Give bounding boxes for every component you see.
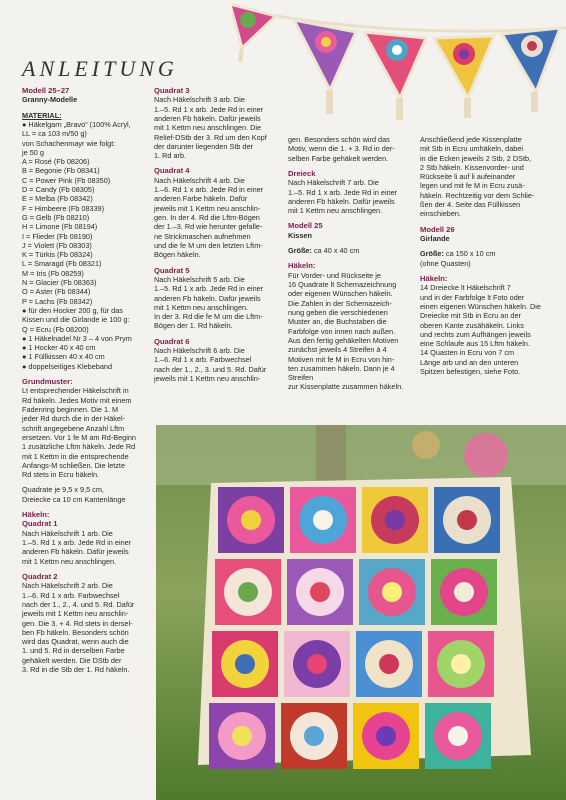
quadrat-4-text bbox=[154, 176, 284, 260]
model-subheading: Granny-Modelle bbox=[22, 95, 78, 105]
text-line: Quadrate je 9,5 x 9,5 cm, bbox=[22, 485, 104, 495]
text-line: oder eigenen Wünschen häkeln. bbox=[288, 289, 393, 299]
text-line: N = Glacier (Fb 08363) bbox=[22, 278, 97, 288]
text-line: und rechts zum Aufhängen jeweils bbox=[420, 329, 531, 339]
text-line: anderen Fb häkeln. Dafür jeweils bbox=[154, 114, 261, 123]
text-line: einschieben. bbox=[420, 209, 461, 219]
quadrat-3-text bbox=[154, 95, 284, 160]
text-line: gen. In der 4. Rd die Lftm-Bögen bbox=[154, 213, 260, 223]
text-line: 14 Quasten in Ecru von 7 cm bbox=[420, 348, 515, 358]
model-heading: Modell 25–27 bbox=[22, 86, 70, 95]
text-line: mit 1 Kettm neu anschlingen. bbox=[22, 556, 117, 566]
grundmuster-heading: Grundmuster: bbox=[22, 377, 73, 387]
quadrat-5-heading: Quadrat 5 bbox=[154, 265, 190, 275]
groesse-line bbox=[420, 249, 552, 258]
text-line: F = Himbeere (Fb 08339) bbox=[22, 203, 105, 213]
text-line: Bögen häkeln. bbox=[154, 250, 201, 260]
square-motif-center bbox=[448, 726, 468, 746]
text-line: In der 3. Rd die fe M um die Lftm- bbox=[154, 312, 263, 322]
text-line: je 50 g bbox=[22, 147, 44, 157]
square-motif-center bbox=[457, 510, 477, 530]
text-line: mit 1 Kettm neu anschlingen. bbox=[288, 206, 383, 216]
text-line: schrift angegebene Anzahl Lftm bbox=[22, 423, 125, 433]
text-line: anderen Fb häkeln. Dafür jeweils bbox=[288, 196, 395, 206]
text-line: Nach Häkelschrift 5 arb. Die bbox=[154, 274, 245, 284]
square-motif-center bbox=[307, 654, 327, 674]
text-line: M = Iris (Fb 08259) bbox=[22, 268, 84, 278]
text-line: jeweils mit 1 Kettm neu anschlin- bbox=[154, 203, 261, 213]
groesse-note: (ohne Quasten) bbox=[420, 258, 471, 268]
text-line: ben Fb häkeln. Besonders schön bbox=[22, 627, 129, 637]
text-line: 1. Rd arb. bbox=[154, 151, 187, 161]
text-line: Länge arb und an den unteren bbox=[420, 357, 519, 367]
text-line: Spitzen befestigen, siehe Foto. bbox=[420, 367, 521, 377]
material-heading: MATERIAL: bbox=[22, 110, 62, 120]
text-line: Nach Häkelschrift 1 arb. Die bbox=[22, 528, 113, 538]
text-line: 2 Stb häkeln. Kissenvorder- und bbox=[420, 162, 524, 172]
square-motif-center bbox=[238, 582, 258, 602]
text-line: Nach Häkelschrift 6 arb. Die bbox=[154, 346, 245, 356]
text-line: K = Türkis (Fb 08324) bbox=[22, 250, 93, 260]
text-line: 1. und 5. Rd in derselben Farbe bbox=[22, 646, 125, 656]
text-line: ● für den Hocker 200 g, für das bbox=[22, 305, 123, 315]
text-line: ● Häkelgarn „Bravo“ (100% Acryl, bbox=[22, 120, 131, 129]
text-line: oberen Kante zusähäkeln. Links bbox=[420, 320, 524, 330]
quadrat-5-text bbox=[154, 275, 284, 331]
text-line: ersetzen. Vor 1 fe M am Rd-Beginn bbox=[22, 432, 136, 442]
text-line: nach der 1., 2., 4. und 5. Rd. Dafür bbox=[22, 599, 135, 609]
text-line: Anfangs-M schließen. Die letzte bbox=[22, 460, 126, 470]
square-motif-center bbox=[241, 510, 261, 530]
text-line: jeder Rd durch die in der Häkel- bbox=[22, 414, 126, 424]
column-3 bbox=[288, 135, 418, 392]
text-line: ne Strickmaschen aufnehmen bbox=[154, 231, 251, 241]
text-line: ● 1 Füllkissen 40 x 40 cm bbox=[22, 352, 105, 362]
text-line: C = Power Pink (Fb 08350) bbox=[22, 175, 111, 185]
kissen-text bbox=[288, 271, 418, 392]
square-motif-center bbox=[235, 654, 255, 674]
text-line: Dreiecke mit Stb in Ecru an der bbox=[420, 311, 521, 321]
text-line: ßen der 4. Seite das Füllkissen bbox=[420, 200, 521, 210]
text-line: Motiv, wenn die 1. + 3. Rd in der- bbox=[288, 144, 395, 154]
quadrat-4-heading: Quadrat 4 bbox=[154, 166, 190, 176]
text-line: Anschließend jede Kissenplatte bbox=[420, 135, 522, 144]
text-line: Nach Häkelschrift 7 arb. Die bbox=[288, 178, 379, 188]
groesse-label: Größe: bbox=[288, 246, 312, 256]
column-2 bbox=[154, 86, 284, 383]
text-line: B = Begonie (Fb 08341) bbox=[22, 166, 100, 176]
text-line: Motiven mit fe M in Ecru von hin- bbox=[288, 354, 395, 364]
text-line: selben Farbe gehäkelt werden. bbox=[288, 153, 389, 163]
text-line: Kissen und die Girlande ie 100 g: bbox=[22, 315, 130, 325]
text-line: ● 1 Häkelnadel Nr 3 – 4 von Prym bbox=[22, 333, 132, 343]
text-line: O = Aster (Fb 08344) bbox=[22, 287, 91, 297]
quadrat-6-heading: Quadrat 6 bbox=[154, 336, 190, 346]
dreieck-text bbox=[288, 178, 418, 215]
text-line: Dreiecke ca 10 cm Kantenlänge bbox=[22, 494, 126, 504]
text-line: einen eigenen Wünschen häkeln. Die bbox=[420, 301, 541, 311]
dreieck-heading: Dreieck bbox=[288, 168, 316, 178]
quadrat-1-text bbox=[22, 529, 150, 566]
text-line: gehäkelt werden. Die DStb der bbox=[22, 655, 122, 665]
size-note bbox=[22, 485, 150, 504]
text-line: Die Zahlen in der Schemazeich- bbox=[288, 298, 392, 308]
text-line: und die fe M um den letzten Lftm- bbox=[154, 240, 263, 250]
text-line: Rd stets in Ecru häkeln. bbox=[22, 470, 100, 480]
text-line: D = Candy (Fb 08305) bbox=[22, 185, 95, 195]
square-motif-center bbox=[454, 582, 474, 602]
text-line: Lt entsprechender Häkelschrift in bbox=[22, 386, 129, 396]
text-line: 1.–6. Rd 1 x arb. Farbwechsel bbox=[154, 355, 252, 365]
groesse-line bbox=[288, 246, 418, 255]
text-line: Bögen der 1. Rd häkeln. bbox=[154, 321, 233, 331]
text-line: LL = ca 103 m/50 g) bbox=[22, 129, 87, 139]
text-line: 1.–5. Rd 1 x arb. Jede Rd in einer bbox=[22, 538, 132, 548]
text-line: ● 1 Hocker 40 x 40 cm bbox=[22, 343, 96, 353]
text-line: Fadenring beginnen. Die 1. M bbox=[22, 405, 119, 415]
quadrat-1-heading: Quadrat 1 bbox=[22, 519, 58, 529]
square-motif-center bbox=[451, 654, 471, 674]
haekeln-heading: Häkeln: bbox=[288, 261, 316, 271]
square-motif-center bbox=[376, 726, 396, 746]
quadrat-6-text bbox=[154, 346, 284, 383]
text-line: gen. Die 3. + 4. Rd stets in dersel- bbox=[22, 618, 133, 628]
text-line: der 1.–3. Rd wie herunter gefalle- bbox=[154, 222, 263, 232]
groesse-value: ca 150 x 10 cm bbox=[443, 249, 496, 259]
square-motif-center bbox=[385, 510, 405, 530]
quadrat-2-text bbox=[22, 581, 150, 674]
cushion-photo bbox=[156, 425, 566, 800]
text-line: P = Lachs (Fb 08342) bbox=[22, 296, 93, 306]
groesse-value: ca 40 x 40 cm bbox=[311, 246, 360, 256]
text-line: 1.–5. Rd 1 x arb. Jede Rd in einer bbox=[288, 187, 398, 197]
text-line: Q = Ecru (Fb 08200) bbox=[22, 324, 89, 334]
text-line: Für Vorder- und Rückseite je bbox=[288, 270, 381, 280]
text-line: eine Schlaufe aus 15 Lftm häkeln. bbox=[420, 339, 530, 349]
text-line: nung geben die verschiedenen bbox=[288, 308, 388, 318]
grundmuster-text bbox=[22, 386, 150, 479]
text-line: in die Ecken jeweils 2 Stb, 2 DStb, bbox=[420, 153, 532, 163]
text-line: gen. Besonders schön wird das bbox=[288, 135, 390, 144]
haekeln-heading: Häkeln: bbox=[22, 509, 50, 519]
text-line: Farbfolge von innen nach außen. bbox=[288, 326, 396, 336]
text-line: E = Melba (Fb 08342) bbox=[22, 194, 93, 204]
text-line: Rd häkeln. Jedes Motiv mit einem bbox=[22, 395, 132, 405]
haekeln-heading: Häkeln: bbox=[420, 273, 448, 283]
text-line: anderen Farbe häkeln. Dafür bbox=[154, 194, 248, 204]
text-line: nach der 1., 2., 3. und 5. Rd. Dafür bbox=[154, 364, 267, 374]
text-line: jeweils mit 1 Kettm neu anschlin- bbox=[22, 609, 129, 619]
text-line: mit 1 Kettm neu anschlingen. Die bbox=[154, 123, 262, 133]
continued-text bbox=[288, 135, 418, 163]
text-line: anderen Fb häkeln. Dafür jeweils bbox=[154, 293, 261, 303]
girlande-text bbox=[420, 283, 552, 376]
text-line: ten zusammen häkeln. Dann je 4 Streifen bbox=[288, 363, 395, 383]
text-line: A = Rosé (Fb 08206) bbox=[22, 157, 90, 167]
text-line: 1.–6. Rd 1 x arb. Farbwechsel bbox=[22, 590, 120, 600]
modell-26-heading: Modell 26 bbox=[420, 224, 455, 234]
text-line: 1 zusätzliche Lftm häkeln. Jede Rd bbox=[22, 442, 136, 452]
text-line: wird das Quadrat, wenn auch die bbox=[22, 637, 129, 647]
square-motif-center bbox=[313, 510, 333, 530]
text-line: ● doppelseitiges Klebeband bbox=[22, 361, 113, 371]
text-line: Aus den fertig gehäkelten Motiven bbox=[288, 335, 399, 345]
text-line: mit Stb in Ecru umhäkeln, dabei bbox=[420, 144, 524, 154]
text-line: Muster an, die Buchstaben die bbox=[288, 317, 387, 327]
text-line: zur Kissenplatte zusammen häkeln. bbox=[288, 382, 404, 392]
text-line: 3. Rd in die Stb der 1. Rd häkeln. bbox=[22, 665, 130, 675]
modell-26-subheading: Girlande bbox=[420, 234, 450, 244]
continued-text bbox=[420, 135, 552, 219]
text-line: Nach Häkelschrift 2 arb. Die bbox=[22, 581, 113, 591]
page-title: ANLEITUNG bbox=[22, 56, 178, 81]
text-line: der darunter liegenden Stb der bbox=[154, 141, 253, 151]
text-line: häkeln. Rechtzeitig vor dem Schlie- bbox=[420, 190, 535, 200]
text-line: legen und mit fe M in Ecru zusä- bbox=[420, 181, 525, 191]
text-line: mit 1 Kettm in die entsprechende bbox=[22, 451, 129, 461]
text-line: Nach Häkelschrift 3 arb. Die bbox=[154, 95, 245, 105]
quadrat-3-heading: Quadrat 3 bbox=[154, 86, 190, 95]
text-line: G = Gelb (Fb 08210) bbox=[22, 212, 90, 222]
text-line: 16 Quadrate lt Schemazeichnung bbox=[288, 280, 397, 290]
text-line: H = Limone (Fb 08194) bbox=[22, 222, 98, 232]
text-line: 14 Dreiecke lt Häkelschrift 7 bbox=[420, 283, 511, 293]
text-line: anderen Fb häkeln. Dafür jeweils bbox=[22, 547, 129, 557]
text-line: 1.–5. Rd 1 x arb. Jede Rd in einer bbox=[154, 284, 264, 294]
text-line: von Schachenmayr wie folgt: bbox=[22, 138, 116, 148]
square-motif-center bbox=[304, 726, 324, 746]
column-4 bbox=[420, 135, 552, 376]
modell-25-subheading: Kissen bbox=[288, 230, 312, 240]
square-motif-center bbox=[379, 654, 399, 674]
text-line: Relief-DStb der 3. Rd um den Kopf bbox=[154, 132, 267, 142]
text-line: I = Flieder (Fb 08190) bbox=[22, 231, 93, 241]
square-motif-center bbox=[232, 726, 252, 746]
groesse-label: Größe: bbox=[420, 249, 444, 259]
text-line: J = Violett (Fb 08303) bbox=[22, 240, 92, 250]
text-line: jeweils mit 1 Kettm neu anschlin- bbox=[154, 374, 261, 384]
text-line: zunächst jeweils 4 Streifen à 4 bbox=[288, 345, 387, 355]
text-line: 1.–6. Rd 1 x arb. Jede Rd in einer bbox=[154, 185, 264, 195]
material-list bbox=[22, 120, 150, 371]
text-line: Rückseite li auf li aufeinander bbox=[420, 172, 516, 182]
column-1 bbox=[22, 86, 150, 674]
text-line: mit 1 Kettm neu anschlingen. bbox=[154, 302, 249, 312]
quadrat-2-heading: Quadrat 2 bbox=[22, 571, 58, 581]
square-motif-center bbox=[310, 582, 330, 602]
modell-25-heading: Modell 25 bbox=[288, 221, 323, 231]
text-line: Nach Häkelschrift 4 arb. Die bbox=[154, 175, 245, 185]
text-line: L = Smaragd (Fb 08321) bbox=[22, 259, 102, 269]
text-line: und in der Farbfolge lt Foto oder bbox=[420, 292, 525, 302]
square-motif-center bbox=[382, 582, 402, 602]
text-line: 1.–5. Rd 1 x arb. Jede Rd in einer bbox=[154, 104, 264, 114]
